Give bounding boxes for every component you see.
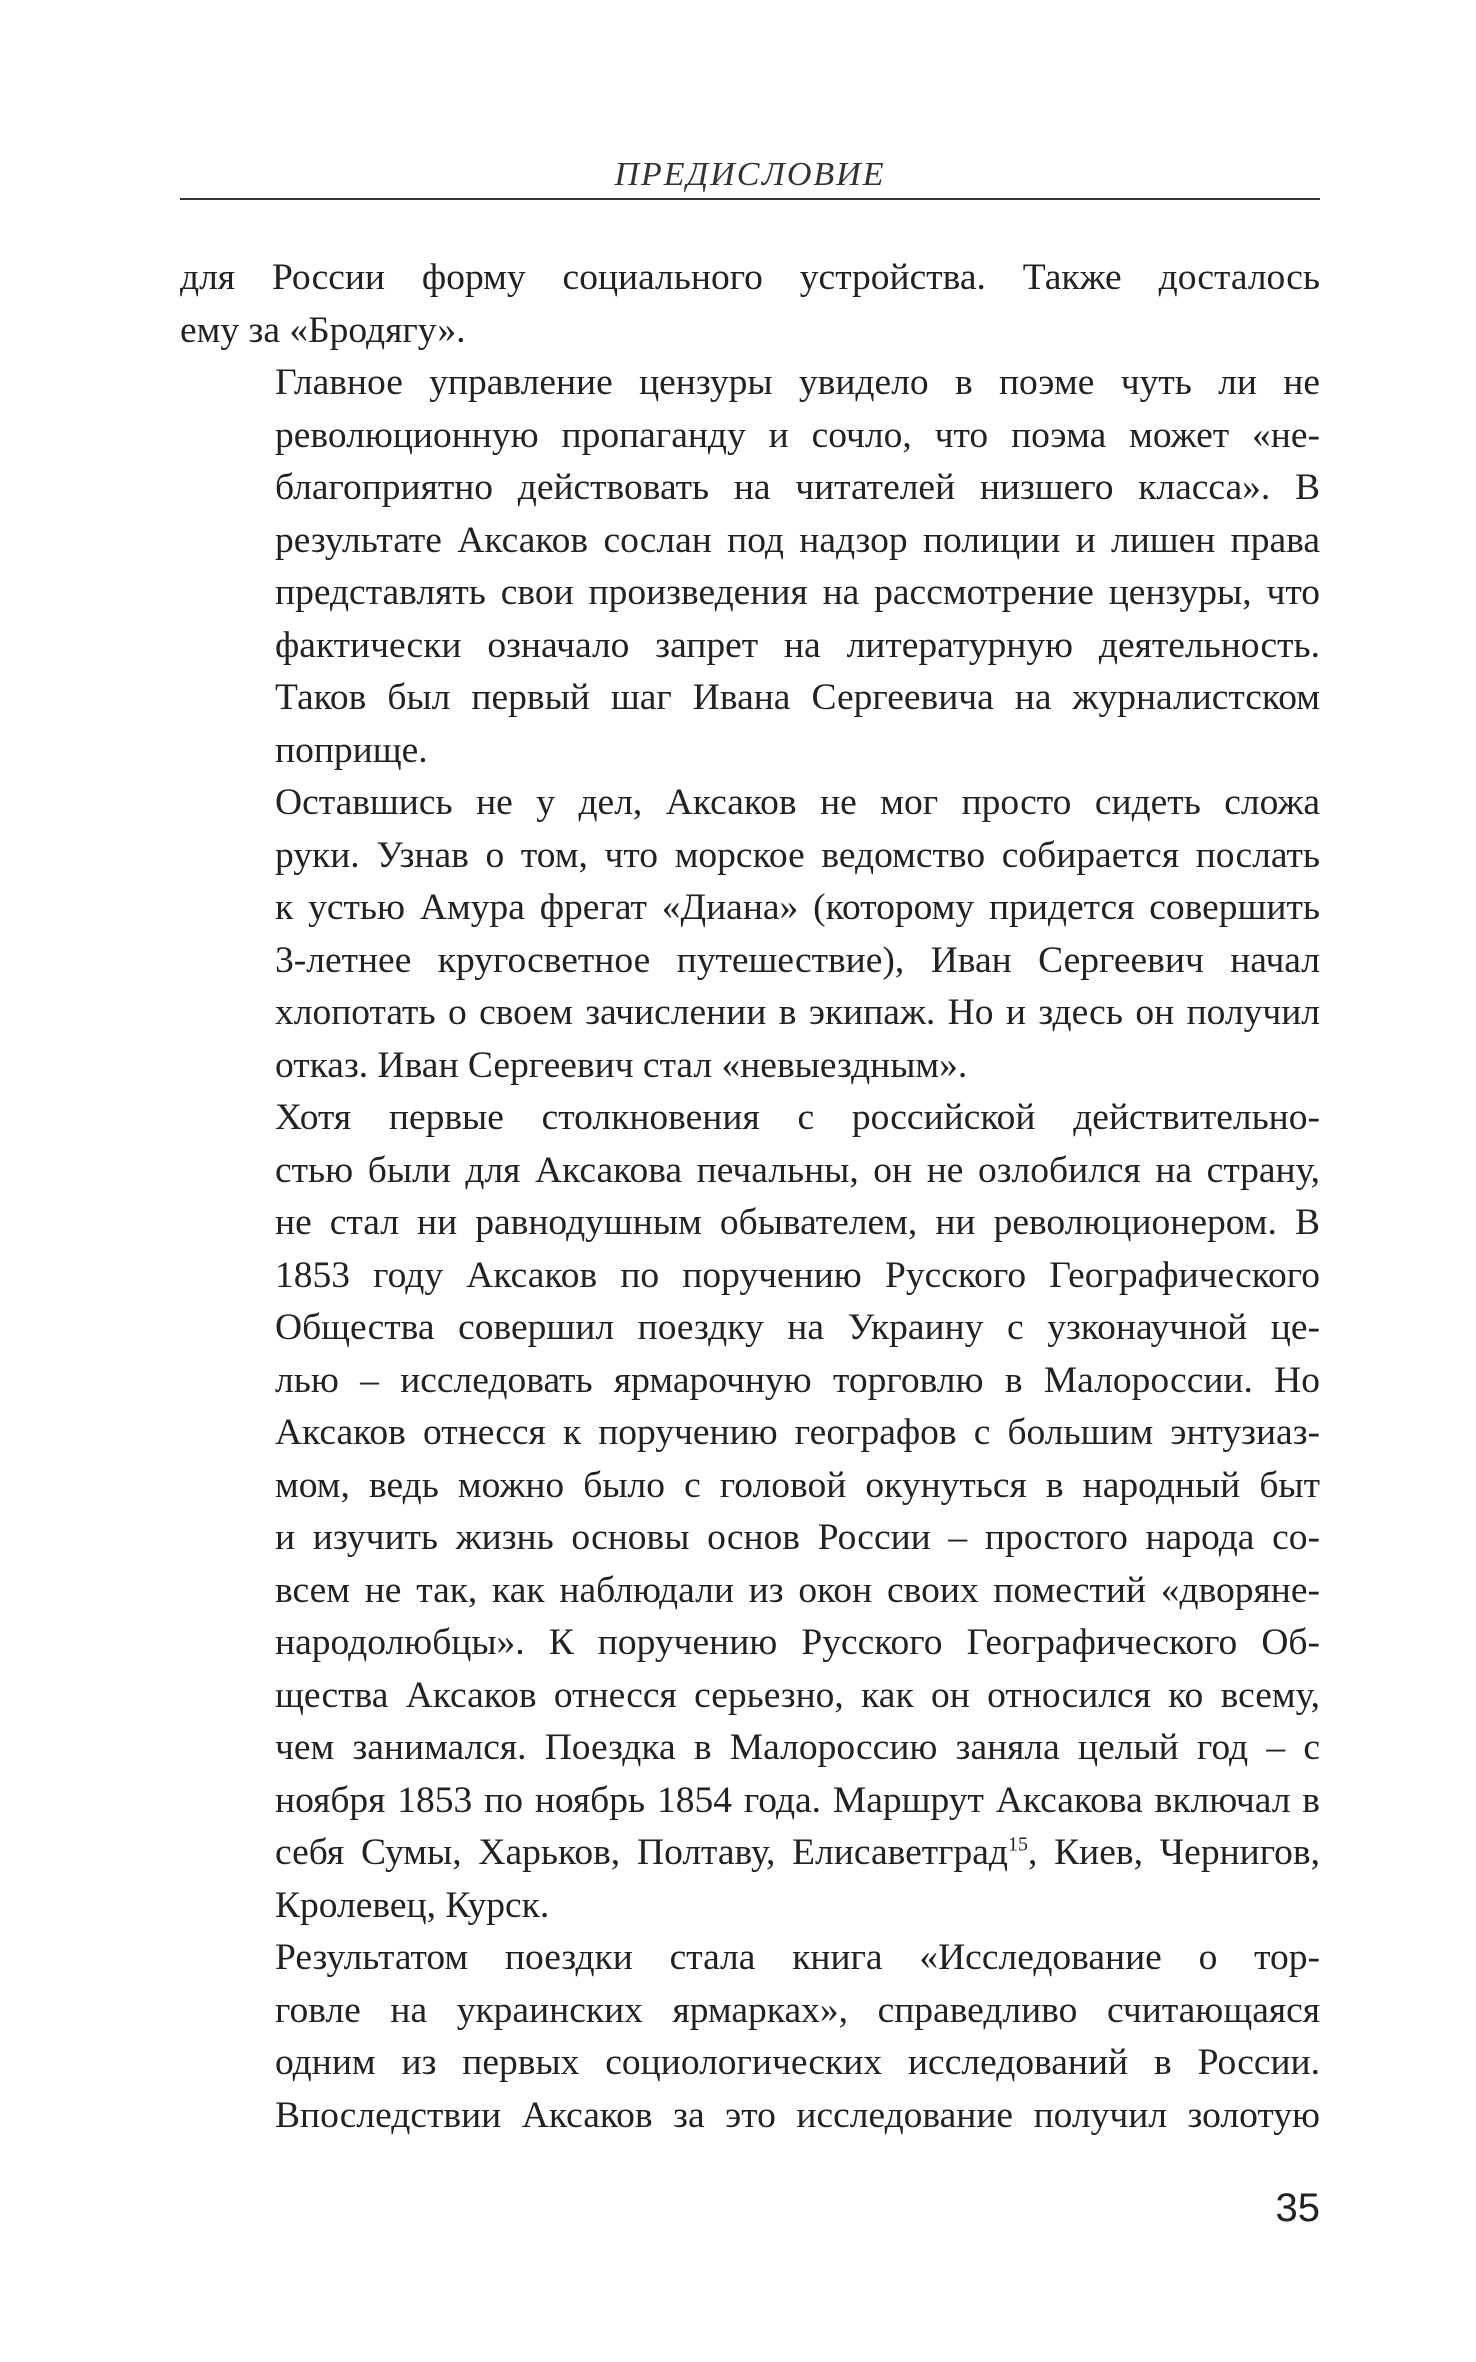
text-line: представлять свои произведения на рассмотрение цензуры, что: [275, 572, 1320, 613]
text-line: фактически означало запрет на литературную деятельность.: [275, 624, 1320, 666]
paragraph: [180, 1932, 1320, 2142]
text-line: говле на украинских ярмарках», справедливо считающаяся: [275, 1989, 1320, 2031]
text-line: Аксаков отнесся к поручению географов с большим энтузиаз-: [275, 1412, 1320, 1453]
text-line-start: себя Сумы, Харьков, Полтаву, Елисаветград: [275, 1832, 1008, 1873]
text-line: чем занимался. Поездка в Малороссию заняла целый год – с: [275, 1727, 1320, 1768]
text-line: Общества совершил поездку на Украину с узконаучной це-: [275, 1307, 1320, 1348]
text-line: Хотя первые столкновения с российской действительно-: [275, 1097, 1320, 1138]
text-line: 1853 году Аксаков по поручению Русского Географического: [275, 1254, 1320, 1296]
text-line: благоприятно действовать на читателей низшего класса». В: [275, 467, 1320, 508]
text-line: Таков был первый шаг Ивана Сергеевича на журналистском: [275, 677, 1320, 718]
text-line: Кролевец, Курск.: [275, 1884, 550, 1926]
text-line: Оставшись не у дел, Аксаков не мог просто сидеть сложа: [275, 782, 1320, 823]
paragraph: [180, 1092, 1320, 1932]
header-rule: [180, 198, 1320, 200]
text-line: отказ. Иван Сергеевич стал «невыездным».: [275, 1044, 968, 1086]
text-line: хлопотать о своем зачислении в экипаж. Но и здесь он получил: [275, 992, 1320, 1033]
text-line: для России форму социального устройства. Также досталось: [180, 257, 1320, 298]
text-line: и изучить жизнь основы основ России – простого народа со-: [275, 1517, 1320, 1558]
footnote-marker[interactable]: 15: [1007, 1833, 1028, 1856]
text-line: поприще.: [275, 729, 428, 771]
text-line: ему за «Бродягу».: [180, 309, 466, 351]
running-head: ПРЕДИСЛОВИЕ: [614, 156, 886, 193]
text-line: лью – исследовать ярмарочную торговлю в Малороссии. Но: [275, 1359, 1320, 1401]
page-number: 35: [1275, 2186, 1320, 2230]
text-line: Главное управление цензуры увидело в поэме чуть ли не: [275, 362, 1320, 403]
text-line: одним из первых социологических исследований в России.: [275, 2042, 1320, 2083]
text-line: руки. Узнав о том, что морское ведомство собирается послать: [275, 834, 1320, 876]
text-line: 3-летнее кругосветное путешествие), Иван Сергеевич начал: [275, 939, 1320, 981]
text-line-with-footnote: [180, 1827, 1320, 1880]
text-line: стью были для Аксакова печальны, он не озлобился на страну,: [275, 1149, 1320, 1191]
body-text: [180, 252, 1320, 2142]
text-line-end: , Киев, Чернигов,: [1027, 1832, 1320, 1873]
text-line: всем не так, как наблюдали из окон своих поместий «дворяне-: [275, 1569, 1320, 1611]
text-line: народолюбцы». К поручению Русского Географического Об-: [275, 1622, 1320, 1663]
text-line: щества Аксаков отнесся серьезно, как он относился ко всему,: [275, 1674, 1320, 1716]
text-line: ноября 1853 по ноябрь 1854 года. Маршрут Аксакова включал в: [275, 1779, 1320, 1821]
text-line: мом, ведь можно было с головой окунуться в народный быт: [275, 1464, 1320, 1506]
paragraph: [180, 357, 1320, 777]
text-line: к устью Амура фрегат «Диана» (которому придется совершить: [275, 887, 1320, 928]
paragraph: [180, 252, 1320, 357]
text-line: Результатом поездки стала книга «Исследование о тор-: [275, 1937, 1320, 1978]
text-line: результате Аксаков сослан под надзор полиции и лишен права: [275, 519, 1320, 561]
paragraph: [180, 777, 1320, 1092]
text-line: Впоследствии Аксаков за это исследование получил золотую: [275, 2094, 1320, 2136]
text-line: не стал ни равнодушным обывателем, ни революционером. В: [275, 1202, 1320, 1243]
text-line: революционную пропаганду и сочло, что поэма может «не-: [275, 414, 1320, 456]
